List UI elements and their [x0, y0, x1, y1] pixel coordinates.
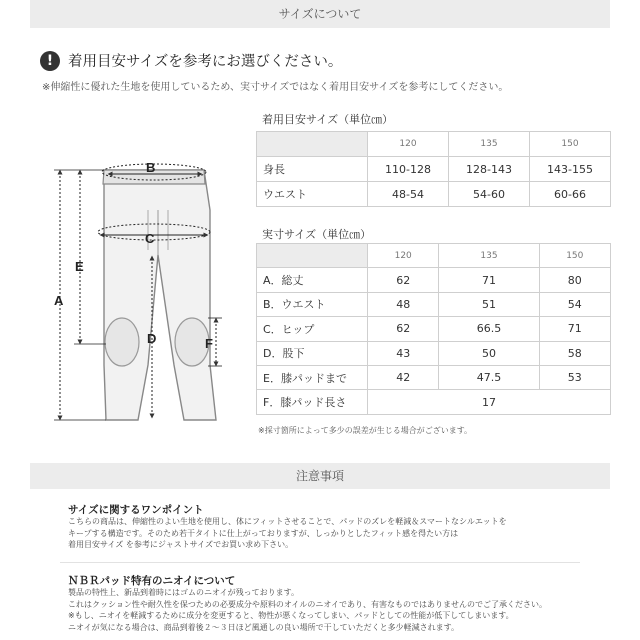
actual-table-title: 実寸サイズ（単位㎝）	[262, 228, 372, 241]
diagram-label-a: A	[54, 293, 64, 308]
table-cell: 71	[439, 268, 539, 292]
note-title-size: サイズに関するワンポイント	[68, 504, 204, 516]
table-cell: 51	[439, 292, 539, 316]
notice-title: 着用目安サイズを参考にお選びください。	[68, 54, 343, 70]
row-label: B．ウエスト	[257, 292, 368, 316]
table-cell: 53	[539, 365, 610, 389]
table-header-row	[257, 244, 611, 268]
table-row	[257, 182, 611, 207]
diagram-label-f: F	[205, 336, 213, 351]
table-cell: 60-66	[530, 182, 611, 207]
note-line: キープする構造です。そのため若干タイトに仕上がっておりますが、しっかりとしたフィット感を得たい方は	[68, 528, 459, 538]
notes-title: 注意事項	[295, 469, 344, 483]
divider	[60, 562, 580, 563]
table-row	[257, 268, 611, 292]
wear-table-title: 着用目安サイズ（単位㎝）	[262, 113, 394, 126]
table-row	[257, 390, 611, 414]
section-header-title: サイズについて	[278, 7, 362, 21]
wear-size-table	[256, 131, 611, 207]
table-cell: 50	[439, 341, 539, 365]
table-cell: 43	[368, 341, 439, 365]
size-header: 150	[530, 132, 611, 157]
table-cell: 58	[539, 341, 610, 365]
table-row	[257, 341, 611, 365]
table-row	[257, 292, 611, 316]
table-cell: 62	[368, 317, 439, 341]
size-header: 120	[368, 132, 449, 157]
diagram-label-c: C	[145, 231, 155, 246]
row-label: A．総丈	[257, 268, 368, 292]
row-label: 身長	[257, 157, 368, 182]
table-cell: 110-128	[368, 157, 449, 182]
table-cell: 54	[539, 292, 610, 316]
row-label: C．ヒップ	[257, 317, 368, 341]
table-row	[257, 157, 611, 182]
note-line: 製品の特性上、新品到着時にはゴムのニオイが残っております。	[68, 588, 299, 597]
row-label: E．膝パッドまで	[257, 365, 368, 389]
note-body-odor	[68, 587, 547, 633]
exclamation-icon: !	[40, 51, 60, 71]
note-line: ニオイが気になる場合は、商品到着後２～３日ほど風通しの良い場所で干していただくと多少軽減されます。	[68, 622, 459, 632]
note-title-odor: ＮＢＲパッド特有のニオイについて	[68, 575, 236, 587]
pants-outline	[104, 170, 216, 420]
footnote: ※採寸箇所によって多少の誤差が生じる場合がございます。	[258, 426, 473, 435]
section-header-size	[30, 0, 610, 28]
size-header: 135	[439, 244, 539, 268]
table-cell: 71	[539, 317, 610, 341]
actual-size-table	[256, 243, 611, 415]
table-cell: 48-54	[368, 182, 449, 207]
notice	[40, 50, 342, 71]
leggings-diagram	[40, 150, 240, 430]
diagram-label-d: D	[147, 331, 157, 346]
table-cell: 80	[539, 268, 610, 292]
size-header: 120	[368, 244, 439, 268]
table-cell: 17	[368, 390, 611, 414]
size-header: 135	[449, 132, 530, 157]
table-cell: 143-155	[530, 157, 611, 182]
knee-pad-right	[175, 318, 209, 366]
table-row	[257, 365, 611, 389]
table-cell: 66.5	[439, 317, 539, 341]
note-line: こちらの商品は、伸縮性のよい生地を使用し、体にフィットさせることで、パッドのズレを軽減＆スマートなシルエットを	[68, 517, 507, 526]
table-cell: 47.5	[439, 365, 539, 389]
table-cell: 42	[368, 365, 439, 389]
table-row	[257, 317, 611, 341]
table-cell: 48	[368, 292, 439, 316]
knee-pad-left	[105, 318, 139, 366]
table-header-row	[257, 132, 611, 157]
notice-subtext: ※伸縮性に優れた生地を使用しているため、実寸サイズではなく着用目安サイズを参考にしてください。	[42, 82, 509, 93]
note-line: 着用目安サイズ を参考にジャストサイズでお買い求め下さい。	[68, 540, 294, 549]
diagram-label-b: B	[146, 160, 156, 175]
note-body-size	[68, 516, 507, 551]
row-label: F．膝パッド長さ	[257, 390, 368, 414]
section-header-notes	[30, 463, 610, 489]
diagram-label-e: E	[75, 259, 84, 274]
note-line: これはクッション性や耐久性を保つための必要成分や原料のオイルのニオイであり、有害なものではありませんのでご了承ください。	[68, 599, 548, 609]
table-cell: 128-143	[449, 157, 530, 182]
size-header: 150	[539, 244, 610, 268]
table-cell: 54-60	[449, 182, 530, 207]
row-label: ウエスト	[257, 182, 368, 207]
note-line: ※もし、ニオイを軽減するために成分を変更すると、物性が悪くなってしまい、パッドとしての性能が低下してしまいます。	[68, 611, 514, 620]
row-label: D．股下	[257, 341, 368, 365]
table-cell: 62	[368, 268, 439, 292]
